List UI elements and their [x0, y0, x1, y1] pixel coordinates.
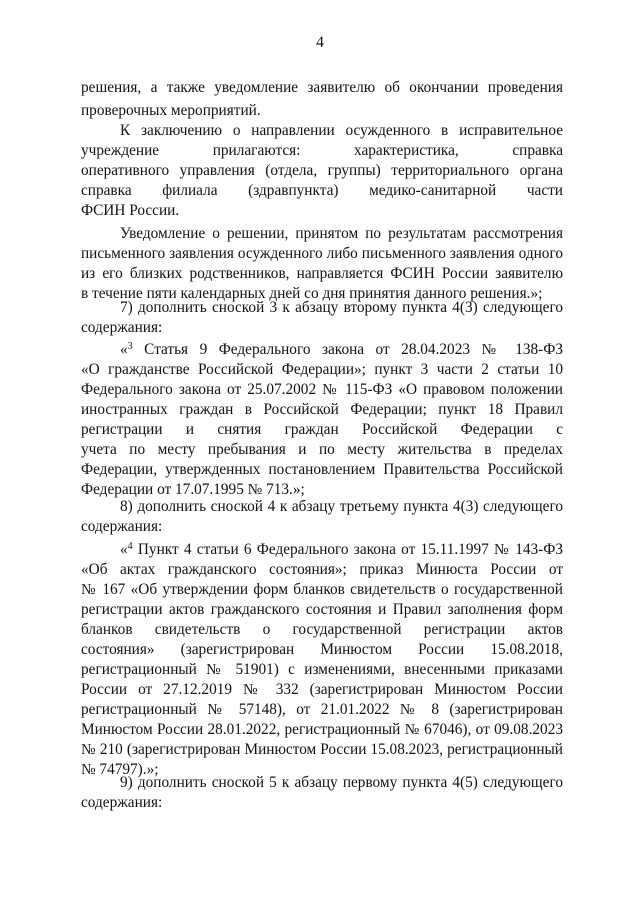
text-line: «Об актах гражданского состояния»; приказ Минюста России от [81, 561, 563, 578]
text-line: России от 27.12.2019 № 332 (зарегистрирован Минюстом России [81, 681, 563, 698]
text-line: письменного заявления осужденного либо письменного заявления одного [81, 245, 563, 262]
footnote-marker: 4 [127, 541, 133, 552]
text-line: 7) дополнить сноской 3 к абзацу второму пункта 4(3) следующего [120, 299, 563, 316]
text-line: из его близких родственников, направляется ФСИН России заявителю [81, 265, 563, 282]
text-line: № 167 «Об утверждении форм бланков свидетельств о государственной [81, 581, 563, 598]
text-line: 9) дополнить сноской 5 к абзацу первому пункта 4(5) следующего [120, 774, 563, 791]
text-line: учета по месту пребывания и по месту жительства в пределах [81, 441, 563, 458]
text-line: регистрации актов гражданского состояния и Правил заполнения форм [81, 601, 563, 618]
text-line: регистрационный № 57148), от 21.01.2022 № 8 (зарегистрирован [81, 701, 563, 718]
text-line: Федерации от 17.07.1995 № 713.»; [81, 481, 305, 498]
text-line: «О гражданстве Российской Федерации»; пункт 3 части 2 статьи 10 [81, 361, 563, 378]
text-line: Минюстом России 28.01.2022, регистрационный № 67046), от 09.08.2023 [81, 721, 563, 738]
text-line: Федерального закона от 25.07.2002 № 115-ФЗ «О правовом положении [81, 381, 563, 398]
text-line: «$^4$ Пункт 4 статьи 6 Федерального закона от 15.11.1997 № 143-ФЗ [120, 541, 563, 558]
page-number: 4 [316, 34, 324, 51]
text-line: содержания: [81, 518, 163, 535]
text-line: регистрационный № 51901) с изменениями, внесенными приказами [81, 661, 563, 678]
text-line: решения, а также уведомление заявителю об окончании проведения [81, 79, 563, 96]
text-line: № 74797).»; [81, 761, 159, 778]
text-line: К заключению о направлении осужденного в исправительное [120, 122, 563, 139]
text-line: справка филиала (здравпункта) медико-санитарной части [81, 182, 563, 199]
text-line: «$^3$ Статья 9 Федерального закона от 28.04.2023 № 138-ФЗ [120, 341, 563, 358]
text-line: проверочных мероприятий. [81, 102, 261, 119]
text-line: состояния» (зарегистрирован Минюстом России 15.08.2018, [81, 641, 563, 658]
text-line: оперативного управления (отдела, группы) территориального органа [81, 162, 563, 179]
text-line: учреждение прилагаются: характеристика, справка [81, 142, 563, 159]
text-line: ФСИН России. [81, 202, 180, 219]
text-line: Уведомление о решении, принятом по результатам рассмотрения [120, 225, 563, 242]
footnote-marker: 3 [127, 341, 133, 352]
text-line: бланков свидетельств о государственной регистрации актов [81, 621, 563, 638]
text-line: № 210 (зарегистрирован Минюстом России 15.08.2023, регистрационный [81, 741, 563, 758]
text-line: регистрации и снятия граждан Российской Федерации с [81, 421, 563, 438]
text-line: Федерации, утвержденных постановлением Правительства Российской [81, 461, 563, 478]
text-line: 8) дополнить сноской 4 к абзацу третьему пункта 4(3) следующего [120, 498, 563, 515]
text-line: содержания: [81, 319, 163, 336]
text-line: в течение пяти календарных дней со дня принятия данного решения.»; [81, 285, 543, 302]
text-line: содержания: [81, 794, 163, 811]
text-line: иностранных граждан в Российской Федерации; пункт 18 Правил [81, 401, 563, 418]
